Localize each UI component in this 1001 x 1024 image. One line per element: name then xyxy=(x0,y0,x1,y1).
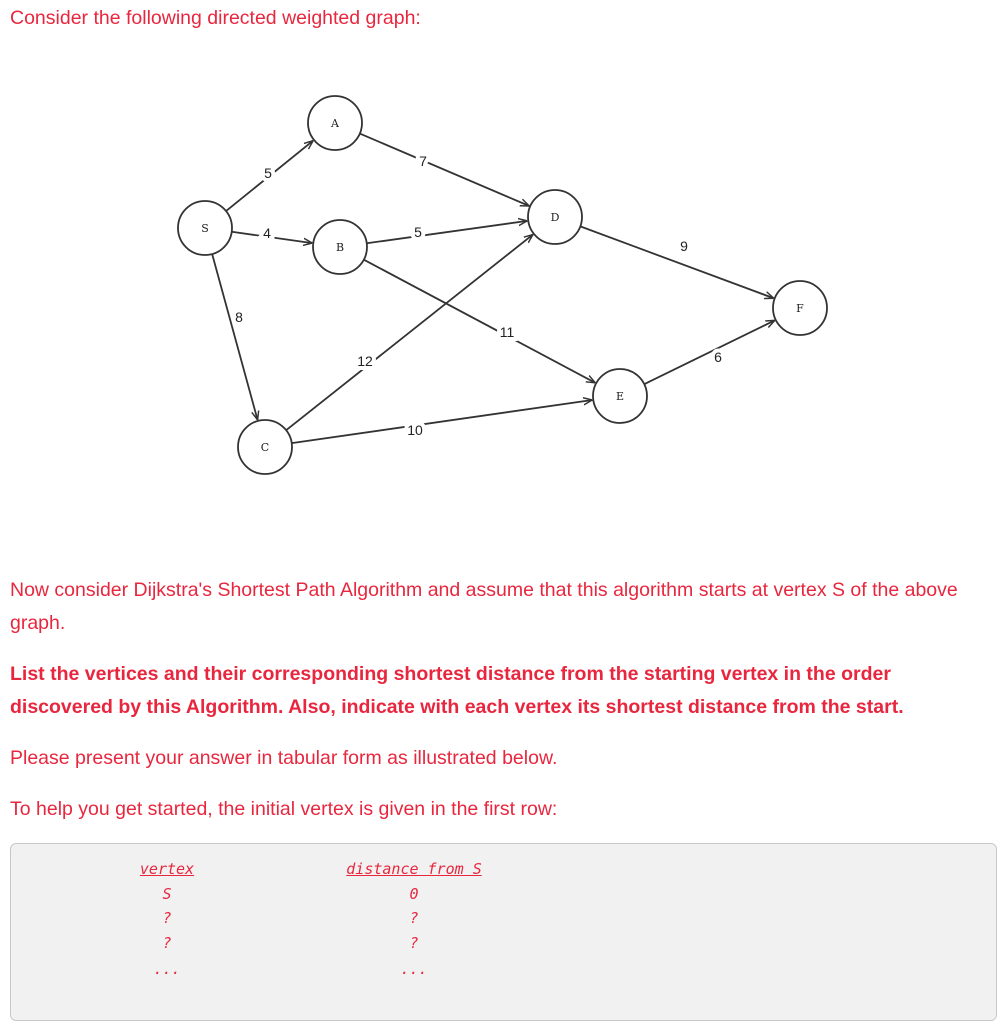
edge-B-E xyxy=(364,260,595,383)
directed-weighted-graph xyxy=(0,60,1001,480)
cell-vertex: S xyxy=(162,885,172,903)
edge-weight-label: 8 xyxy=(235,309,243,325)
edge-C-E xyxy=(292,400,593,443)
edge-weight-label: 5 xyxy=(414,224,422,240)
node-S xyxy=(178,201,232,255)
edge-B-D xyxy=(367,221,528,243)
edge-weight-label: 12 xyxy=(357,353,373,369)
node-label: S xyxy=(201,222,209,235)
node-A xyxy=(308,96,362,150)
paragraph-dijkstra: Now consider Dijkstra's Shortest Path Algorithm and assume that this algorithm starts at vertex S of the above graph. xyxy=(10,579,958,634)
edge-D-F xyxy=(580,226,773,298)
edge-weight-label: 5 xyxy=(264,165,272,181)
edge-S-B xyxy=(232,232,313,243)
cell-distance: ? xyxy=(409,934,419,952)
cell-distance: ... xyxy=(400,960,428,978)
edge-weight-label: 6 xyxy=(714,349,722,365)
edge-weight-label: 4 xyxy=(263,225,271,241)
answer-table-example xyxy=(10,843,997,1021)
cell-distance: 0 xyxy=(409,885,419,903)
node-label: C xyxy=(260,441,270,454)
header-vertex: vertex xyxy=(139,860,195,878)
paragraph-hint: To help you get started, the initial vertex is given in the first row: xyxy=(10,798,558,820)
node-label: A xyxy=(331,117,339,130)
edge-weight-label: 9 xyxy=(680,238,688,254)
node-label: F xyxy=(796,302,804,315)
header-distance: distance from S xyxy=(346,860,482,878)
node-C xyxy=(238,420,292,474)
edge-weight-label: 7 xyxy=(419,153,427,169)
node-F xyxy=(773,281,827,335)
cell-vertex: ? xyxy=(162,909,172,927)
cell-vertex: ... xyxy=(153,960,181,978)
edge-weight-label: 10 xyxy=(407,422,423,438)
paragraph-format: Please present your answer in tabular form as illustrated below. xyxy=(10,747,558,769)
node-B xyxy=(313,220,367,274)
node-D xyxy=(528,190,582,244)
intro-text: Consider the following directed weighted graph: xyxy=(10,7,421,29)
node-E xyxy=(593,369,647,423)
edge-weight-label: 11 xyxy=(499,324,515,340)
edge-A-D xyxy=(360,134,529,206)
node-label: B xyxy=(335,241,345,254)
node-label: E xyxy=(615,390,625,403)
node-label: D xyxy=(550,211,560,224)
edge-E-F xyxy=(644,320,775,384)
cell-distance: ? xyxy=(409,909,419,927)
cell-vertex: ? xyxy=(162,934,172,952)
edge-S-C xyxy=(212,254,257,420)
paragraph-instructions: List the vertices and their corresponding shortest distance from the starting vertex in the order discovered by this Algorithm. Also, indicate with each vertex its shortest distance from the start. xyxy=(10,663,904,718)
